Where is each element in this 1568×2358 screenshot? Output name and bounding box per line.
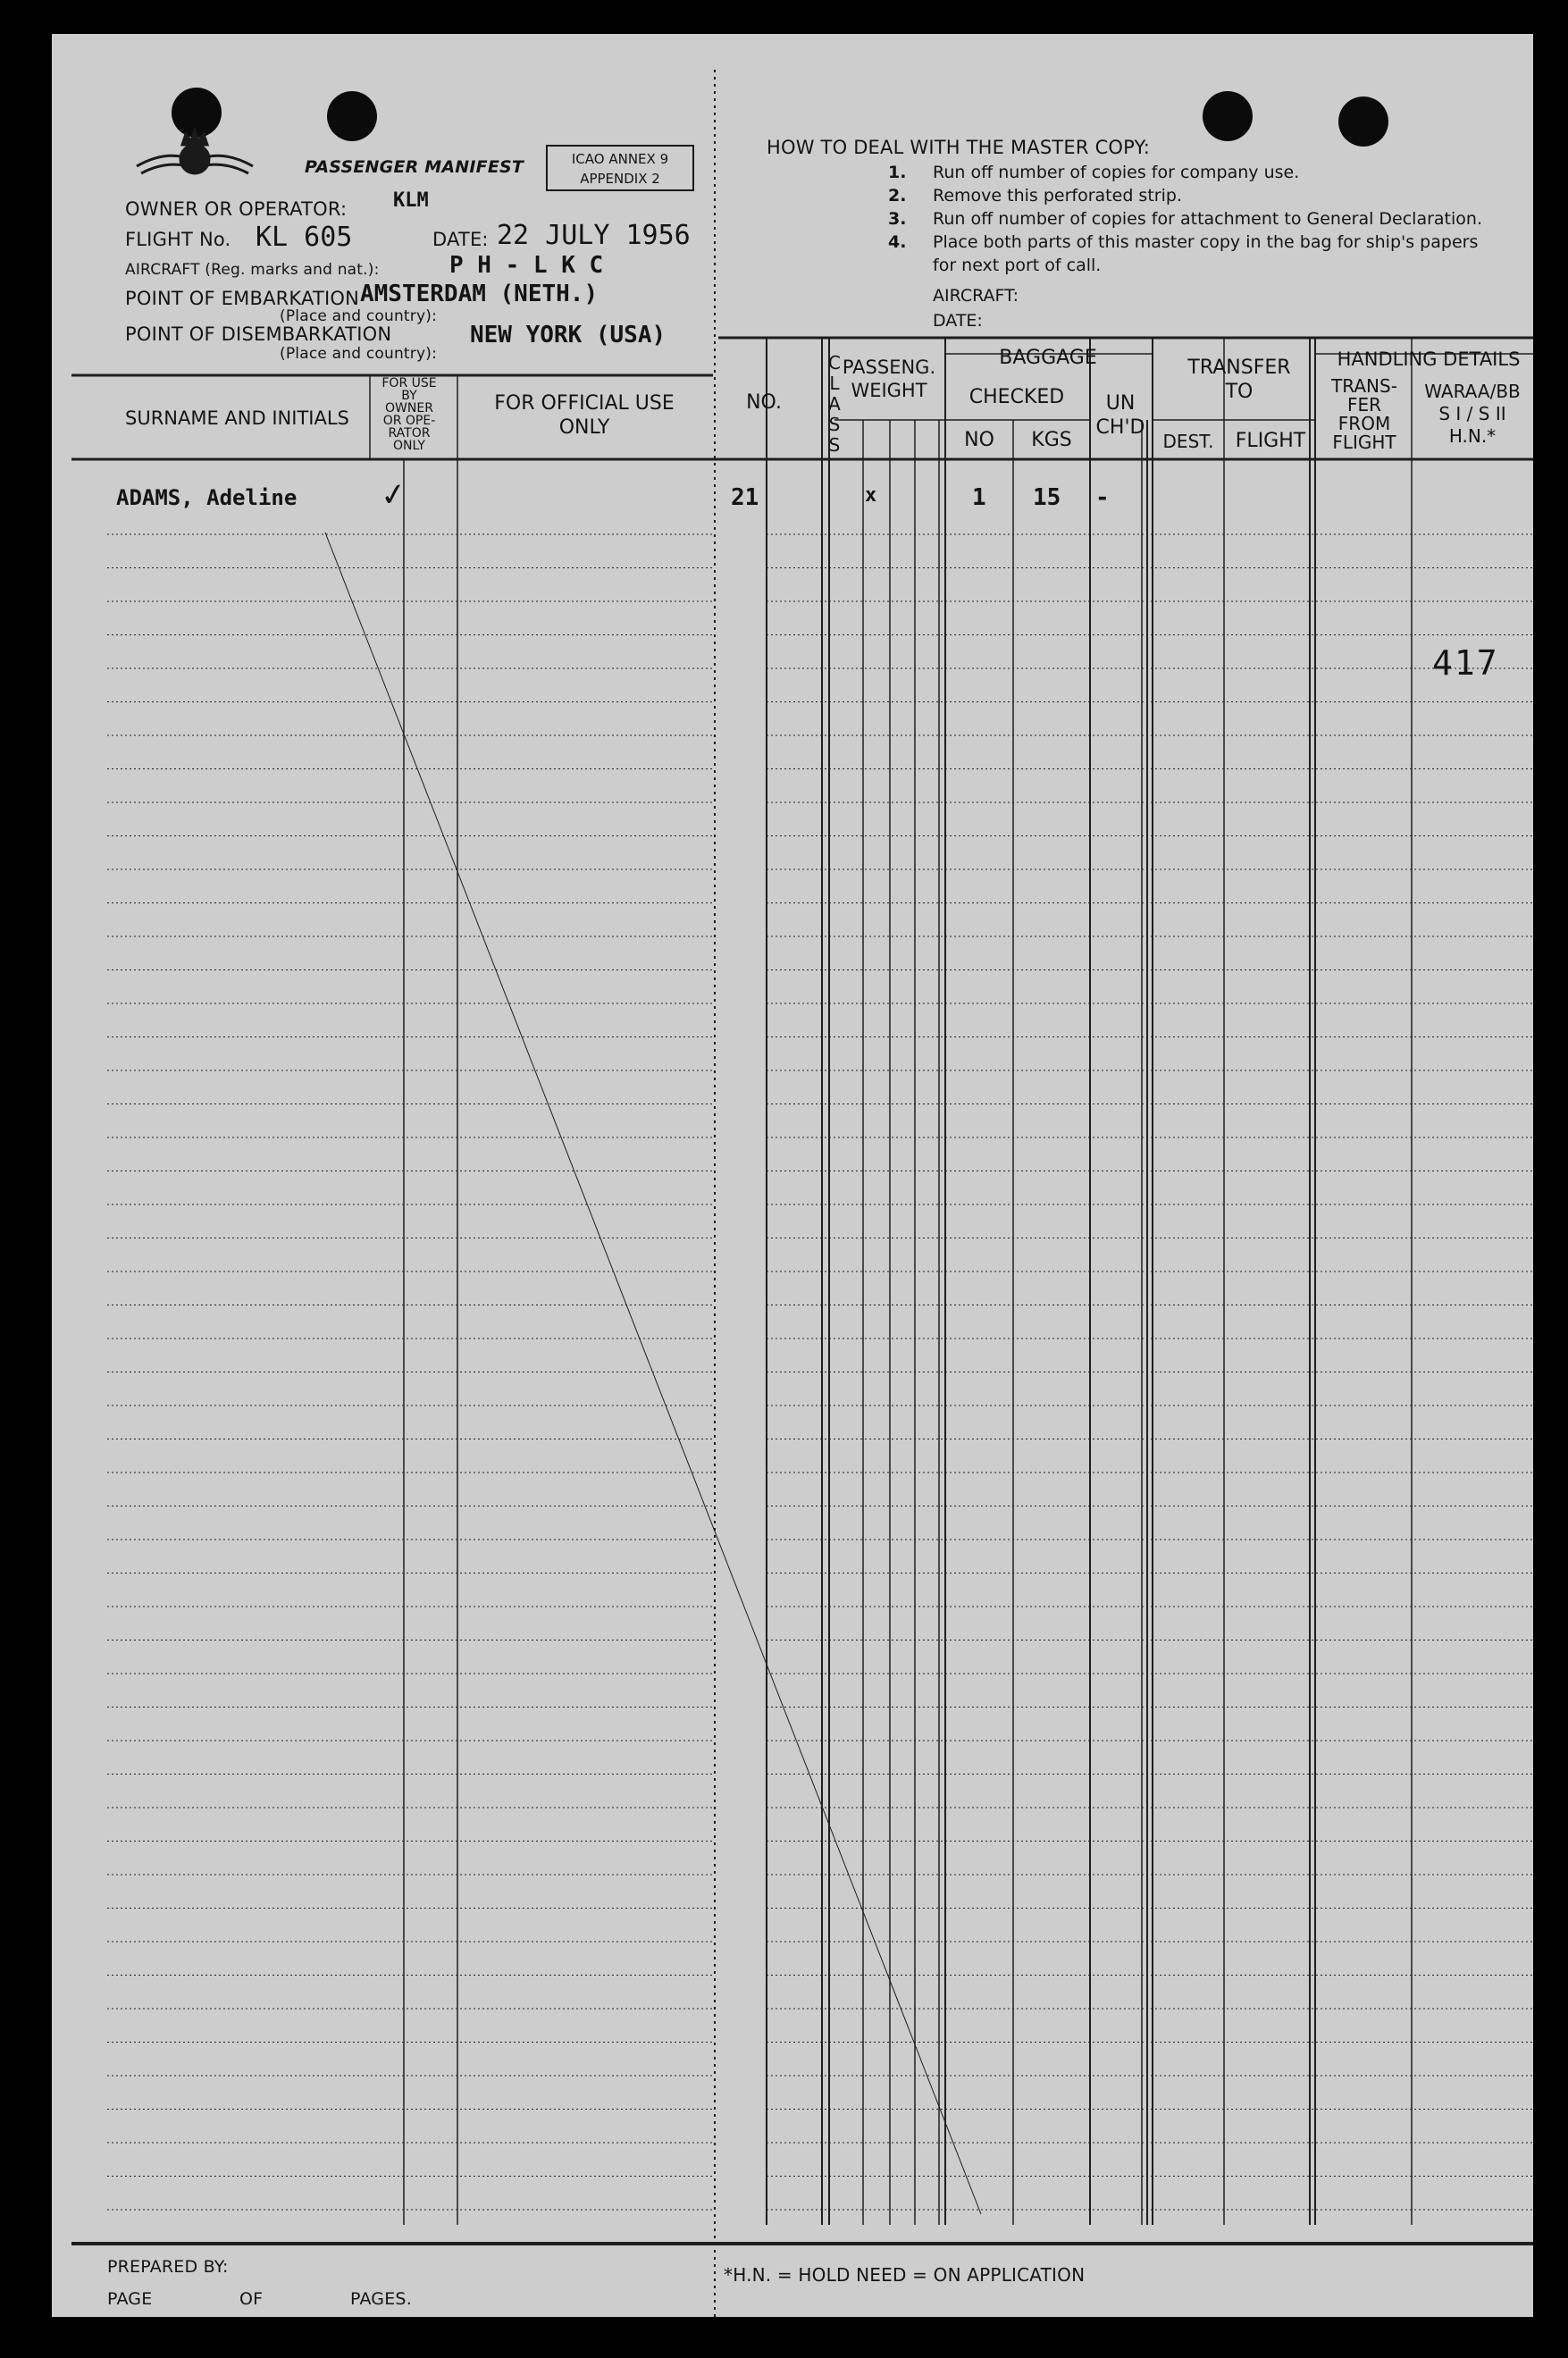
- col-for-use-line: RATOR: [388, 426, 431, 441]
- col-kgs: KGS: [1031, 429, 1072, 451]
- col-no: NO.: [746, 391, 782, 414]
- of-label: OF: [239, 2289, 264, 2309]
- pen-stroke: [325, 533, 981, 2214]
- col-for-use-line: FOR USE: [382, 376, 437, 390]
- col-for-use-line: BY: [401, 389, 417, 403]
- col-transfer-from: [1315, 377, 1413, 452]
- col-waraa-line: H.N.*: [1448, 425, 1497, 447]
- col-for-use-line: OWNER: [385, 401, 433, 415]
- passenger-no: 21: [731, 484, 759, 511]
- col-for-use-line: OR OPE-: [382, 414, 436, 428]
- col-class-letter: S: [828, 434, 841, 456]
- form-title: PASSENGER MANIFEST: [305, 157, 524, 177]
- instruction-text: Place both parts of this master copy in the bag for ship's papers: [933, 232, 1479, 252]
- handwritten-annotation: 417: [1432, 643, 1499, 683]
- baggage-no: 1: [972, 484, 986, 511]
- embark-sub: (Place and country):: [280, 307, 437, 325]
- instruction-num: 4.: [888, 232, 907, 252]
- col-transfer: [1156, 356, 1322, 404]
- col-unchd-line: CH'D: [1095, 416, 1145, 439]
- footnote: *H.N. = HOLD NEED = ON APPLICATION: [724, 2264, 1086, 2286]
- col-class-letter: C: [828, 352, 841, 373]
- col-official-line: ONLY: [558, 416, 610, 439]
- col-handling: HANDLING DETAILS: [1337, 348, 1521, 370]
- col-baggage: BAGGAGE: [999, 347, 1097, 369]
- embark-value: AMSTERDAM (NETH.): [360, 281, 599, 307]
- instr-aircraft-label: AIRCRAFT:: [933, 286, 1019, 306]
- col-waraa-line: S I / S II: [1438, 403, 1506, 424]
- col-checked: CHECKED: [968, 386, 1065, 408]
- disembark-value: NEW YORK (USA): [470, 322, 667, 348]
- disembark-label: POINT OF DISEMBARKATION: [125, 323, 392, 345]
- instruction-num: 3.: [888, 209, 907, 229]
- col-passeng-line: PASSENG.: [842, 357, 936, 378]
- col-for-use-line: ONLY: [393, 439, 425, 453]
- date-label: DATE:: [432, 229, 489, 250]
- pages-label: PAGES.: [350, 2289, 412, 2309]
- page-label: PAGE: [107, 2289, 153, 2309]
- col-class-letter: A: [828, 393, 841, 415]
- instruction-num: 2.: [888, 186, 907, 206]
- col-transfer-from-line: FER: [1346, 394, 1382, 415]
- col-bag-no: NO: [964, 429, 994, 451]
- instruction-text-cont: for next port of call.: [933, 256, 1102, 275]
- instruction-text: Run off number of copies for company use.: [933, 163, 1300, 182]
- baggage-unchd: -: [1095, 484, 1110, 511]
- instruction-text: Run off number of copies for attachment to General Declaration.: [933, 209, 1482, 229]
- col-official-line: FOR OFFICIAL USE: [494, 392, 675, 415]
- col-surname: SURNAME AND INITIALS: [125, 407, 349, 429]
- col-waraa-line: WARAA/BB: [1424, 381, 1521, 402]
- col-for-use-by: [377, 377, 441, 452]
- col-class-letter: S: [828, 414, 841, 435]
- passenger-weight: x: [865, 484, 877, 507]
- aircraft-value: P H - L K C: [449, 252, 604, 279]
- passenger-name: ADAMS, Adeline: [116, 485, 298, 510]
- aircraft-label: AIRCRAFT (Reg. marks and nat.):: [125, 261, 380, 279]
- instr-date-label: DATE:: [933, 311, 983, 331]
- col-waraa: [1412, 381, 1533, 448]
- col-passeng-line: WEIGHT: [851, 380, 927, 401]
- col-transfer-from-line: FLIGHT: [1332, 432, 1396, 453]
- manifest-sheet: [52, 34, 1533, 2317]
- owner-label: OWNER OR OPERATOR:: [125, 198, 348, 220]
- col-dest: DEST.: [1162, 431, 1214, 452]
- col-unchd-line: UN: [1105, 392, 1136, 415]
- col-flight: FLIGHT: [1235, 430, 1306, 452]
- icao-line1: ICAO ANNEX 9: [571, 151, 669, 167]
- col-transfer-line: TO: [1225, 381, 1254, 403]
- col-official: [459, 391, 709, 440]
- col-class-letter: L: [829, 373, 840, 394]
- date-value: 22 JULY 1956: [497, 220, 691, 251]
- embark-label: POINT OF EMBARKATION: [125, 288, 360, 309]
- owner-check-mark: ✓: [379, 472, 407, 516]
- icao-line2: APPENDIX 2: [580, 171, 660, 187]
- baggage-kgs: 15: [1033, 484, 1061, 511]
- instruction-num: 1.: [888, 163, 907, 182]
- icao-box: [546, 145, 694, 191]
- col-transfer-from-line: TRANS-: [1331, 375, 1397, 397]
- flight-value: KL 605: [256, 222, 353, 253]
- disembark-sub: (Place and country):: [280, 345, 437, 363]
- col-transfer-line: TRANSFER: [1187, 357, 1291, 379]
- col-transfer-from-line: FROM: [1337, 413, 1391, 434]
- prepared-by-label: PREPARED BY:: [107, 2257, 229, 2277]
- col-passeng: [831, 356, 947, 402]
- flight-label: FLIGHT No.: [125, 229, 231, 250]
- instructions-title: HOW TO DEAL WITH THE MASTER COPY:: [767, 137, 1151, 158]
- owner-value: KLM: [393, 189, 429, 212]
- instruction-text: Remove this perforated strip.: [933, 186, 1182, 206]
- col-unchd: [1090, 391, 1151, 440]
